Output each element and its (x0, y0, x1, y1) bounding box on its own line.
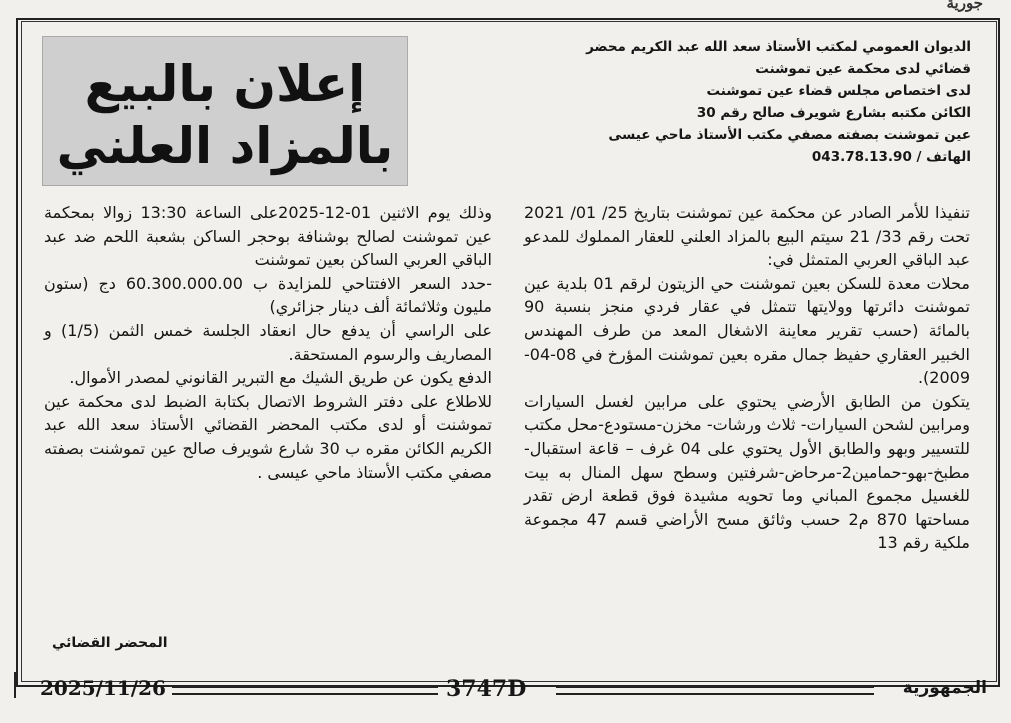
paragraph: وذلك يوم الاثنين 01-12-2025على الساعة 13:30 زوالا بمحكمة عين تموشنت لصالح بوشنافة بوحجر الساكن بشعبة اللحم ضد عبد الباقي العربي الساكن بعين تموشنت (44, 203, 493, 270)
header-line: عين تموشنت بصفته مصفي مكتب الأستاذ ماحي عيسى (608, 127, 971, 143)
footer-left-bracket (14, 672, 22, 698)
header-line: الكائن مكتبه بشارع شويرف صالح رقم 30 (696, 105, 971, 121)
paragraph: الدفع يكون عن طريق الشيك مع التبرير القانوني لمصدر الأموال. (69, 368, 492, 388)
footer-rule-left (172, 686, 438, 695)
headline-line-2: بالمزاد العلني (56, 117, 394, 175)
newspaper-logo: الجمهورية (902, 678, 987, 698)
signature-title: المحضر القضائي (52, 635, 168, 651)
paragraph: تنفيذا للأمر الصادر عن محكمة عين تموشنت بتاريخ 25/ 01/ 2021 تحت رقم 33/ 21 سيتم البيع بالمزاد العلني للعقار المملوك للمدعو عبد الباقي العربي المتمثل في: (524, 203, 970, 270)
paragraph: -حدد السعر الافتتاحي للمزايدة ب 60.300.000.00 دج (ستون مليون وثلاثمائة ألف دينار جزائري) (44, 273, 492, 317)
paragraph: محلات معدة للسكن بعين تموشنت حي الزيتون لرقم 01 بلدية عين تموشنت دائرتها وولايتها تتمثل في عقار فردي منجز بنسبة 90 بالمائة (حسب تقرير معاينة الاشغال المعد من طرف المهندس الخبير العقاري حفيظ جمال مقره بعين تموشنت المؤرخ في 08-04-2009). (524, 273, 970, 388)
footer-date: 2025/11/26 (40, 676, 166, 700)
top-masthead-fragment: جورية (946, 0, 983, 12)
paragraph: للاطلاع على دفتر الشروط الاتصال بكتابة الضبط لدى محكمة عين تموشنت أو لدى مكتب المحضر القضائي الأستاذ سعد الله عبد الكريم الكائن مقره ب 30 شارع شويرف صالح عين تموشنت بصفته مصفي مكتب الأستاذ ماحي عيسى . (44, 391, 492, 482)
headline-box (42, 36, 408, 186)
header-line: الهاتف / 043.78.13.90 (811, 149, 971, 165)
footer-issue-number: 3747D (446, 676, 527, 702)
header-line: لدى اختصاص مجلس قضاء عين تموشنت (706, 83, 971, 99)
left-text-column (44, 201, 492, 484)
paragraph: على الراسي أن يدفع حال انعقاد الجلسة خمس الثمن (1/5) و المصاريف والرسوم المستحقة. (44, 320, 492, 364)
header-line: الديوان العمومي لمكتب الأستاذ سعد الله عبد الكريم محضر (586, 39, 971, 55)
bailiff-header (511, 36, 971, 168)
right-text-column (524, 201, 970, 555)
headline-line-1: إعلان بالبيع (84, 55, 366, 113)
footer-rule-right (556, 686, 874, 695)
paragraph: يتكون من الطابق الأرضي يحتوي على مرابين لغسل السيارات ومرابين لشحن السيارات- ثلاث ورشات- مخزن-مستودع-محل مكتب للتسيير وبهو والطابق الأول يحتوي على 04 غرف – قاعة استقبال- مطبخ-بهو-حمامين2-مرحاض-شرفتين وسطح سهل المنال به بيت للغسيل مجموع المباني وما تحويه مشيدة فوق قطعة ارض تقدر مساحتها 870 م2 حسب وثائق مسح الأراضي قسم 47 مجموعة ملكية رقم 13 (524, 391, 970, 553)
header-line: قضائي لدى محكمة عين تموشنت (755, 61, 971, 77)
